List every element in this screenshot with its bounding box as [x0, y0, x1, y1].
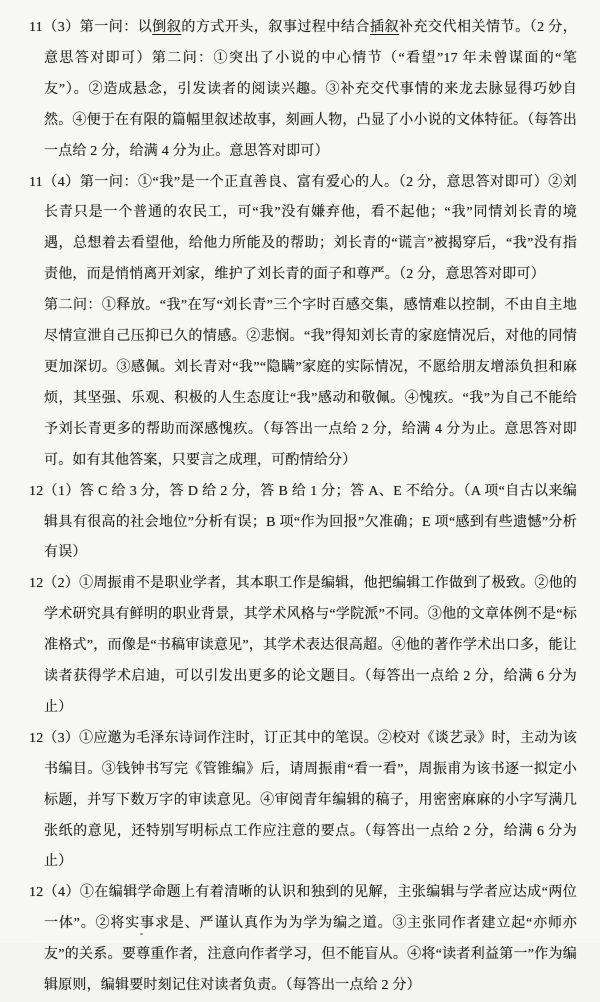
answer-11-3-rest: 补充交代相关情节。（2 分，意思答对即可）第二问：①突出了小说的中心情节（“看望”17 年未曾谋面的“笔友”）。②造成悬念，引发读者的阅读兴趣。③补充交代事情的来龙去脉显得巧妙自然。④便于在有限的篇幅里叙述故事，刻画人物，凸显了小小说的文体特征。（每答出一点给 2 分，给满 4 分为止。意思答对即可） — [44, 20, 578, 159]
underlined-term-chaxu: 插叙 — [369, 20, 399, 35]
answer-paragraph-12-4: 12（4）①在编辑学命题上有着清晰的认识和独到的见解，主张编辑与学者应达成“两位一体”。②将实事求是、严谨认真作为为学为编之道。③主张同作者建立起“亦师亦友”的关系。要尊重作者，注意向作者学习，但不能盲从。④将“读者利益第一”作为编辑原则，编辑要时刻记住对读者负责。（每答出一点给 2 分） — [29, 885, 577, 994]
answer-paragraph-11-4-question1: 11（4）第一问：①“我”是一个正直善良、富有爱心的人。（2 分，意思答对即可）②刘长青只是一个普通的农民工，可“我”没有嫌弃他，看不起他；“我”同情刘长青的境遇，总想着去看望他，给他力所能及的帮助；刘长青的“谎言”被揭穿后，“我”没有指责他，而是悄悄离开刘家，维护了刘长青的面子和尊严。（2 分，意思答对即可） — [29, 174, 577, 283]
answer-paragraph-12-2: 12（2）①周振甫不是职业学者，其本职工作是编辑，他把编辑工作做到了极致。②他的学术研究具有鲜明的职业背景，其学术风格与“学院派”不同。③他的文章体例不是“标准格式”，而像是“书稿审读意见”，其学术表达很高超。④他的著作学术出口多，能让读者获得学术启迪，可以引发出更多的论文题目。（每答出一点给 2 分，给满 6 分为止） — [29, 576, 577, 715]
answer-paragraph-12-1: 12（1）答 C 给 3 分，答 D 给 2 分，答 B 给 1 分；答 A、E 不给分。（A 项“自古以来编辑具有很高的社会地位”分析有误；B 项“作为回报”欠准确；E 项“感到有些遗憾”分析有误） — [29, 483, 577, 561]
answer-paragraph-11-4-question2: 第二问：①释放。“我”在写“刘长青”三个字时百感交集，感情难以控制，不由自主地尽情宣泄自己压抑已久的情感。②悲悯。“我”得知刘长青的家庭情况后，对他的同情更加深切。③感佩。刘长青对“我”“隐瞒”家庭的实际情况，不愿给朋友增添负担和麻烦，其坚强、乐观、积极的人生态度让“我”感动和敬佩。④愧疚。“我”为自己不能给予刘长青更多的帮助而深感愧疚。（每答出一点给 2 分，给满 4 分为止。意思答对即可。如有其他答案，只要言之成理，可酌情给分） — [44, 298, 577, 468]
answer-11-3-mid: 的方式开头，叙事过程中结合 — [181, 20, 370, 35]
underlined-term-daoxu: 倒叙 — [152, 20, 182, 35]
answer-paragraph-12-3: 12（3）①应邀为毛泽东诗词作注时，订正其中的笔误。②校对《谈艺录》时，主动为该书编目。③钱钟书写完《管锥编》后，请周振甫“看一看”，周振甫为该书逐一拟定小标题，并写下数万字的审读意见。④审阅青年编辑的稿子，用密密麻麻的小字写满几张纸的意见，还特别写明标点工作应注意的要点。（每答出一点给 2 分，给满 6 分为止） — [29, 730, 577, 870]
scan-dust-speck — [140, 933, 143, 935]
answer-paragraph-11-3 — [29, 13, 577, 168]
answer-11-3-lead: 11（3）第一问：以 — [29, 20, 153, 35]
